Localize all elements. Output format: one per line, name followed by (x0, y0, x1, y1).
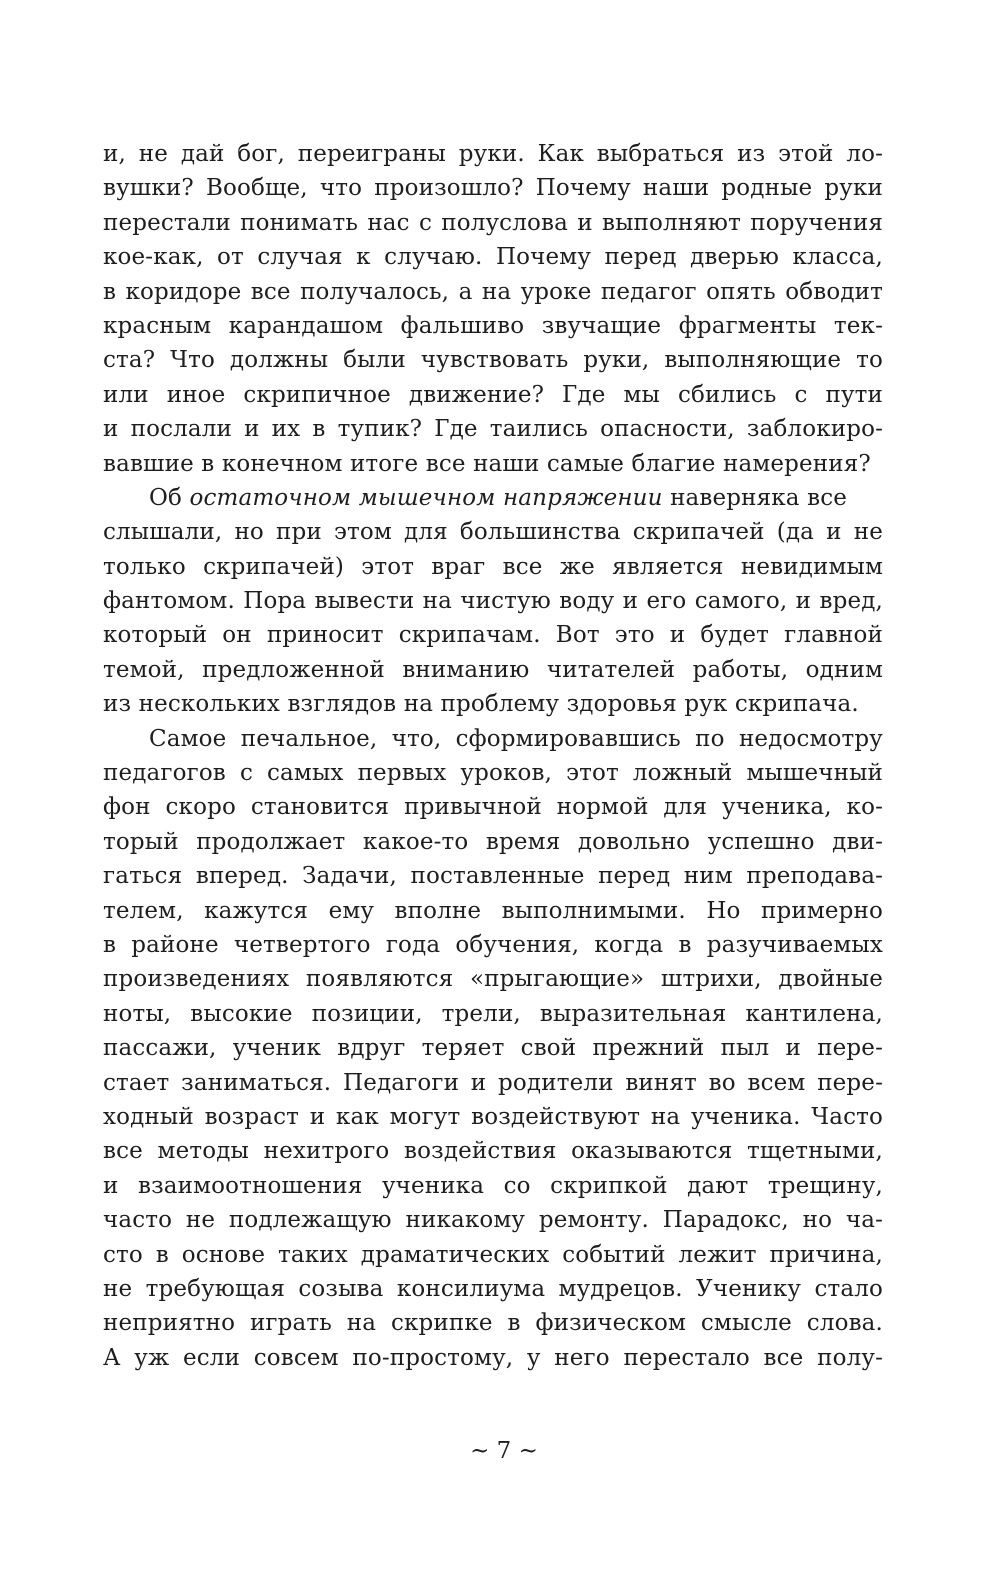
text-line: Самое печальное, что, сформировавшись по недосмотру (149, 725, 883, 752)
text-line: стает заниматься. Педагоги и родители винят во всем пере- (103, 1069, 883, 1096)
text-line: А уж если совсем по-простому, у него перестало все полу- (103, 1344, 883, 1371)
text-line: гаться вперед. Задачи, поставленные перед ним преподава- (103, 863, 883, 890)
text-line: ходный возраст и как могут воздействуют на ученика. Часто (103, 1103, 883, 1130)
text-line: педагогов с самых первых уроков, этот ложный мышечный (103, 760, 883, 787)
text-line: темой, предложенной вниманию читателей работы, одним (103, 656, 883, 683)
text-line: произведениях появляются «прыгающие» штрихи, двойные (103, 966, 883, 993)
text-line: слышали, но при этом для большинства скрипачей (да и не (103, 519, 883, 546)
text-line: перестали понимать нас с полуслова и выполняют поручения (103, 209, 883, 236)
text-line (103, 481, 883, 515)
text-line: торый продолжает какое-то время довольно успешно дви- (103, 828, 883, 855)
text-line: не требующая созыва консилиума мудрецов. Ученику стало (103, 1275, 883, 1302)
page-number: ~ 7 ~ (470, 1438, 538, 1464)
body-text (103, 137, 883, 1375)
text-line: сто в основе таких драматических событий лежит причина, (103, 1241, 883, 1268)
text-line: красным карандашом фальшиво звучащие фрагменты тек- (103, 312, 883, 339)
text-line: фантомом. Пора вывести на чистую воду и его самого, и вред, (103, 588, 883, 615)
text-line: вавшие в конечном итоге все наши самые благие намерения? (103, 450, 871, 477)
text-line: в районе четвертого года обучения, когда в разучиваемых (103, 931, 883, 958)
text-segment: наверняка все (662, 484, 848, 511)
text-line: и послали и их в тупик? Где таились опасности, заблокиро- (103, 416, 883, 443)
text-line: фон скоро становится привычной нормой для ученика, ко- (103, 794, 883, 821)
text-line: часто не подлежащую никакому ремонту. Парадокс, но ча- (103, 1207, 883, 1234)
text-line: который он приносит скрипачам. Вот это и будет главной (103, 622, 883, 649)
text-line: пассажи, ученик вдруг теряет свой прежний пыл и пере- (103, 1035, 883, 1062)
text-line: вушки? Вообще, что произошло? Почему наши родные руки (103, 175, 883, 202)
text-line: и взаимоотношения ученика со скрипкой дают трещину, (103, 1172, 883, 1199)
italic-term: остаточном мышечном напряжении (189, 484, 663, 511)
text-line: все методы нехитрого воздействия оказываются тщетными, (103, 1138, 883, 1165)
text-line: и, не дай бог, переиграны руки. Как выбраться из этой ло- (103, 141, 883, 167)
text-line: ноты, высокие позиции, трели, выразительная кантилена, (103, 1000, 883, 1027)
text-line: или иное скрипичное движение? Где мы сбились с пути (103, 381, 883, 408)
text-line: из нескольких взглядов на проблему здоровья рук скрипача. (103, 691, 859, 718)
text-line: ста? Что должны были чувствовать руки, выполняющие то (103, 347, 883, 374)
text-line: в коридоре все получалось, а на уроке педагог опять обводит (103, 278, 883, 305)
text-line: телем, кажутся ему вполне выполнимыми. Но примерно (103, 897, 883, 924)
text-line: неприятно играть на скрипке в физическом смысле слова. (103, 1310, 883, 1337)
text-line: только скрипачей) этот враг все же является невидимым (103, 553, 883, 580)
text-line: кое-как, от случая к случаю. Почему перед дверью класса, (103, 244, 883, 271)
text-segment: Об (149, 484, 190, 511)
